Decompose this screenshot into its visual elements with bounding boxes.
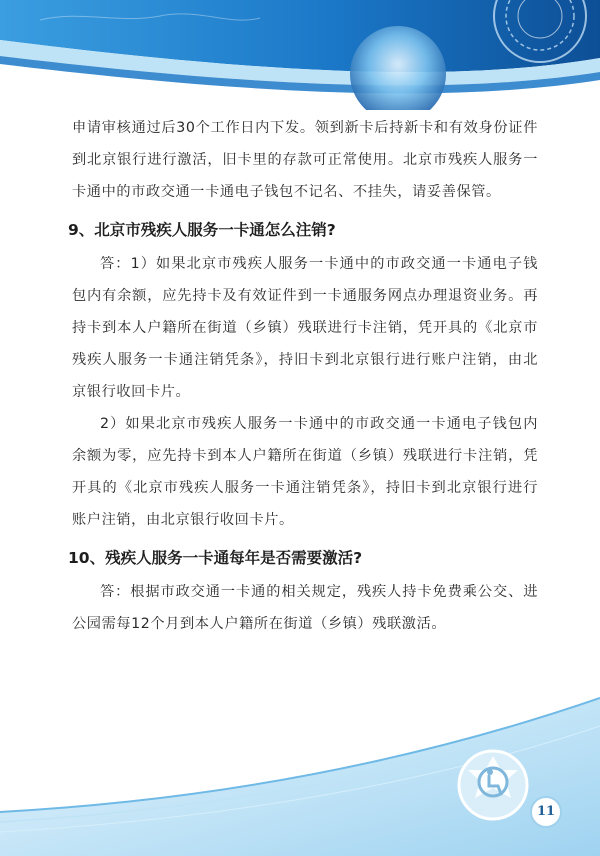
paragraph-continuation: 申请审核通过后30个工作日内下发。领到新卡后持新卡和有效身份证件到北京银行进行激活，旧卡里的存款可正常使用。北京市残疾人服务一卡通中的市政交通一卡通电子钱包不记名、不挂失，请妥善保管。 xyxy=(72,120,538,200)
question-10-heading: 10、残疾人服务一卡通每年是否需要激活? xyxy=(68,549,363,567)
disability-federation-logo-icon xyxy=(456,748,530,822)
page-number: 11 xyxy=(530,796,562,828)
question-10-answer: 答：根据市政交通一卡通的相关规定，残疾人持卡免费乘公交、进公园需每12个月到本人户籍所在街道（乡镇）残联激活。 xyxy=(72,584,538,632)
question-9-answer-2: 2）如果北京市残疾人服务一卡通中的市政交通一卡通电子钱包内余额为零，应先持卡到本人户籍所在街道（乡镇）残联进行卡注销，凭开具的《北京市残疾人服务一卡通注销凭条》，持旧卡到北京银行进行账户注销，由北京银行收回卡片。 xyxy=(72,416,538,528)
question-9-answer-1: 答：1）如果北京市残疾人服务一卡通中的市政交通一卡通电子钱包内有余额，应先持卡及有效证件到一卡通服务网点办理退资业务。再持卡到本人户籍所在街道（乡镇）残联进行卡注销，凭开具的《北京市残疾人服务一卡通注销凭条》，持旧卡到北京银行进行账户注销，由北京银行收回卡片。 xyxy=(72,256,538,400)
header-banner xyxy=(0,0,600,110)
page-content xyxy=(68,112,538,640)
question-9-heading: 9、北京市残疾人服务一卡通怎么注销? xyxy=(68,221,336,239)
